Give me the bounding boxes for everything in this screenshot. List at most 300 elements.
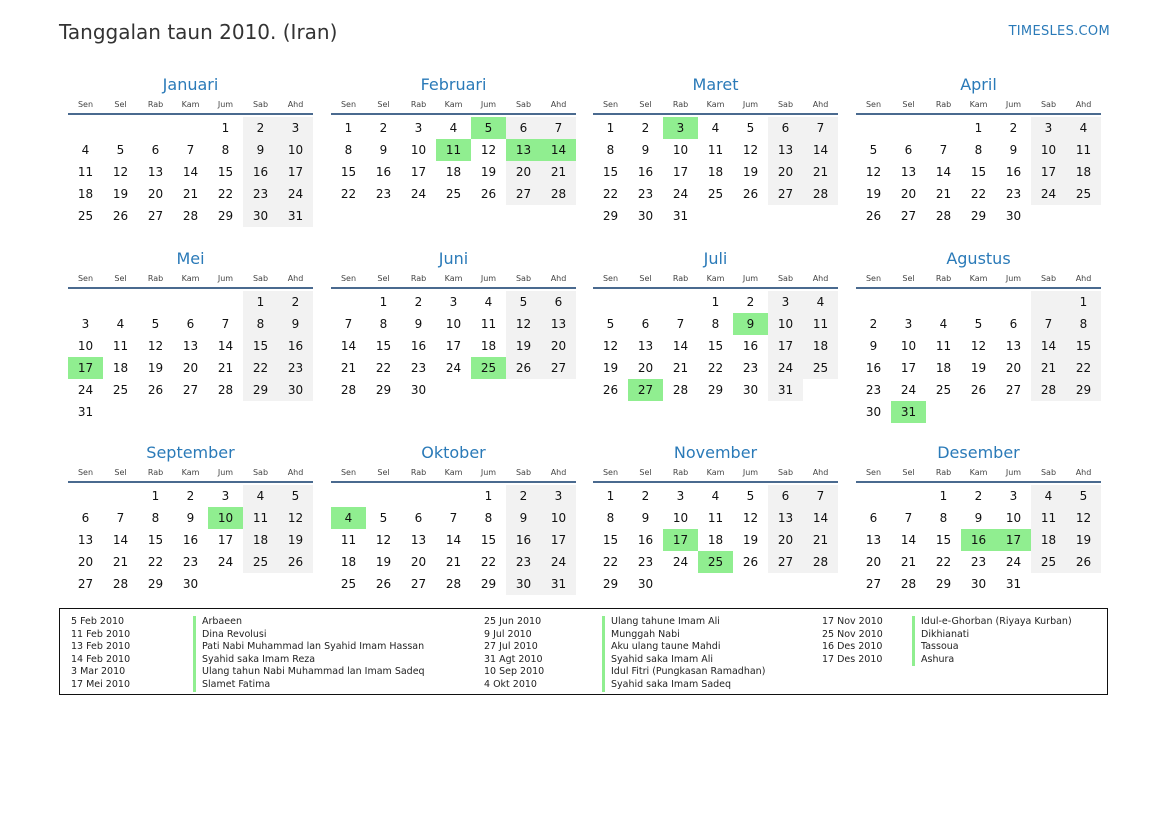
day-cell: 16 [1005,165,1022,179]
legend-date: 9 Jul 2010 [484,628,532,640]
day-cell: 29 [935,577,952,591]
day-cell: 3 [221,489,230,503]
day-cell: 21 [935,187,952,201]
day-cell: 29 [217,209,234,223]
weekday-label: Sel [639,468,652,477]
day-cell: 12 [742,511,759,525]
day-cell: 26 [278,551,313,573]
day-cell: 7 [1031,313,1066,335]
day-cell: 29 [970,209,987,223]
day-cell: 31 [278,205,313,227]
weekday-label: Sen [865,274,882,283]
weekday-label: Jum [217,468,234,477]
day-cell: 27 [147,209,164,223]
day-cell: 12 [742,143,759,157]
day-cell: 28 [900,577,917,591]
weekday-label: Jum [1005,468,1022,477]
day-cell-holiday: 3 [663,117,698,139]
day-cell: 6 [506,117,541,139]
day-cell: 20 [77,555,94,569]
day-cell: 4 [81,143,90,157]
day-cell: 1 [974,121,983,135]
weekday-label: Sen [865,100,882,109]
legend-holiday-name: Syahid saka Imam Reza [193,654,425,667]
month-name: Juli [703,249,728,268]
day-cell: 28 [182,209,199,223]
weekday-label: Sel [639,274,652,283]
day-cell: 8 [606,143,615,157]
day-cell: 7 [186,143,195,157]
day-cell: 30 [865,405,882,419]
legend-date: 17 Nov 2010 [822,616,883,627]
day-cell: 20 [147,187,164,201]
day-cell: 5 [746,489,755,503]
day-cell: 25 [243,551,278,573]
weekday-label: Sel [902,100,915,109]
day-cell: 16 [637,165,654,179]
day-cell: 23 [243,183,278,205]
day-blank [103,117,138,139]
day-cell: 20 [506,161,541,183]
day-blank [593,291,628,313]
day-grid [856,291,1101,423]
day-cell-holiday: 31 [891,401,926,423]
day-cell: 22 [602,555,619,569]
weekday-label: Rab [672,100,689,109]
day-cell: 1 [711,295,720,309]
weekday-label: Sab [777,100,794,109]
day-cell: 16 [865,361,882,375]
weekday-label: Ahd [550,274,567,283]
day-cell: 8 [243,313,278,335]
day-cell: 28 [803,551,838,573]
day-cell: 13 [77,533,94,547]
day-grid [331,117,576,205]
day-cell: 13 [768,507,803,529]
day-cell: 6 [541,291,576,313]
day-cell: 21 [182,187,199,201]
day-cell: 10 [410,143,427,157]
day-cell: 9 [243,139,278,161]
page-title: Tanggalan taun 2010. (Iran) [59,20,338,44]
weekday-label: Ahd [550,468,567,477]
weekday-label: Sen [77,100,94,109]
day-cell: 20 [900,187,917,201]
day-cell: 10 [541,507,576,529]
month-oktober [331,443,576,595]
month-name: Oktober [421,443,486,462]
day-cell: 19 [1066,529,1101,551]
day-cell: 26 [742,555,759,569]
day-cell: 27 [77,577,94,591]
day-cell: 19 [112,187,129,201]
day-cell: 23 [1005,187,1022,201]
day-cell: 23 [742,361,759,375]
weekday-label: Rab [410,100,427,109]
day-cell: 9 [278,313,313,335]
day-cell: 1 [939,489,948,503]
legend-date: 31 Agt 2010 [484,653,543,665]
day-cell: 24 [278,183,313,205]
weekday-label: Rab [935,468,952,477]
day-blank [891,485,926,507]
weekday-label: Sen [865,468,882,477]
day-cell: 28 [803,183,838,205]
day-cell: 26 [742,187,759,201]
day-cell: 12 [375,533,392,547]
day-cell: 18 [445,165,462,179]
day-cell: 17 [541,529,576,551]
day-cell: 30 [637,209,654,223]
weekday-label: Sel [902,468,915,477]
weekday-label: Sen [340,468,357,477]
day-cell: 4 [484,295,493,309]
day-cell: 1 [1066,291,1101,313]
day-cell: 6 [869,511,878,525]
day-cell: 23 [278,357,313,379]
legend-holiday-name: Munggah Nabi [602,629,765,642]
day-cell: 14 [935,165,952,179]
legend-dates-col-3 [822,616,883,666]
day-cell: 13 [410,533,427,547]
legend-date: 17 Des 2010 [822,653,883,665]
day-cell: 21 [900,555,917,569]
site-link[interactable]: TIMESLES.COM [1008,24,1110,39]
day-cell: 12 [278,507,313,529]
day-cell: 25 [1031,551,1066,573]
day-cell: 18 [803,335,838,357]
day-cell: 4 [1031,485,1066,507]
day-cell: 18 [1066,161,1101,183]
day-cell: 21 [112,555,129,569]
day-cell: 26 [970,383,987,397]
day-cell: 24 [1005,555,1022,569]
day-cell: 23 [970,555,987,569]
day-blank [891,117,926,139]
month-juli [593,249,838,401]
day-cell: 29 [602,577,619,591]
day-cell: 15 [1066,335,1101,357]
legend-date: 27 Jul 2010 [484,641,538,653]
day-cell: 1 [484,489,493,503]
day-cell: 11 [707,511,724,525]
weekday-label: Kam [181,468,200,477]
day-cell: 12 [112,165,129,179]
day-cell: 5 [506,291,541,313]
day-cell: 6 [904,143,913,157]
day-cell: 6 [186,317,195,331]
day-cell: 10 [445,317,462,331]
day-cell: 9 [186,511,195,525]
day-cell: 13 [768,139,803,161]
day-cell: 30 [243,205,278,227]
day-cell: 8 [606,511,615,525]
day-cell-holiday: 17 [996,529,1031,551]
day-cell: 30 [742,383,759,397]
day-cell-holiday: 16 [961,529,996,551]
month-name: Januari [162,75,219,94]
day-cell: 17 [445,339,462,353]
day-cell: 23 [637,187,654,201]
month-desember [856,443,1101,595]
day-cell: 9 [974,511,983,525]
weekday-label: Kam [444,274,463,283]
day-cell: 15 [480,533,497,547]
day-cell: 22 [243,357,278,379]
day-cell: 2 [641,489,650,503]
day-cell: 1 [606,489,615,503]
legend-date: 10 Sep 2010 [484,666,545,678]
day-cell: 17 [900,361,917,375]
day-cell: 8 [1066,313,1101,335]
day-blank [856,291,891,313]
day-cell: 22 [602,187,619,201]
day-cell: 25 [803,357,838,379]
day-cell: 24 [77,383,94,397]
day-cell: 1 [606,121,615,135]
day-cell: 31 [1005,577,1022,591]
day-cell: 28 [672,383,689,397]
day-cell: 14 [445,533,462,547]
day-cell: 23 [375,187,392,201]
weekday-label: Jum [480,274,497,283]
day-blank [173,117,208,139]
day-cell: 3 [81,317,90,331]
day-cell: 18 [935,361,952,375]
legend-dates-col-2 [484,616,544,692]
weekday-label: Kam [706,100,725,109]
day-cell: 24 [217,555,234,569]
day-cell: 8 [379,317,388,331]
day-cell: 10 [672,143,689,157]
weekday-label: Rab [410,274,427,283]
legend-date: 5 Feb 2010 [71,616,125,627]
day-cell: 27 [182,383,199,397]
day-cell: 30 [182,577,199,591]
day-cell: 14 [340,339,357,353]
day-cell: 28 [1031,379,1066,401]
weekday-header [593,465,838,483]
day-cell: 11 [1031,507,1066,529]
day-blank [961,291,996,313]
weekday-header [331,97,576,115]
day-cell: 11 [1066,139,1101,161]
day-cell: 27 [506,183,541,205]
weekday-label: Jum [1005,274,1022,283]
day-cell: 15 [243,335,278,357]
day-cell: 6 [1009,317,1018,331]
legend-names-col-3 [912,616,1072,666]
day-cell: 5 [869,143,878,157]
day-cell: 5 [151,317,160,331]
weekday-label: Jum [742,468,759,477]
month-name: April [960,75,997,94]
weekday-label: Rab [935,100,952,109]
weekday-header [68,465,313,483]
weekday-label: Ahd [1075,468,1092,477]
day-cell: 7 [449,511,458,525]
day-cell: 19 [375,555,392,569]
day-cell: 24 [768,357,803,379]
day-cell: 15 [707,339,724,353]
day-cell: 6 [414,511,423,525]
month-september [68,443,313,595]
day-cell: 14 [112,533,129,547]
day-blank [173,291,208,313]
day-cell-holiday: 25 [471,357,506,379]
day-cell: 3 [1031,117,1066,139]
month-agustus [856,249,1101,423]
day-cell: 20 [541,335,576,357]
day-cell: 29 [243,379,278,401]
day-cell-holiday: 9 [733,313,768,335]
day-cell: 2 [243,117,278,139]
day-cell: 9 [506,507,541,529]
day-cell: 28 [340,383,357,397]
day-cell: 14 [900,533,917,547]
weekday-label: Ahd [1075,100,1092,109]
weekday-label: Rab [410,468,427,477]
day-cell: 9 [379,143,388,157]
day-cell: 5 [116,143,125,157]
day-cell: 9 [1009,143,1018,157]
day-cell: 16 [506,529,541,551]
day-cell: 20 [637,361,654,375]
legend-holiday-name: Pati Nabi Muhammad lan Syahid Imam Hassan [193,641,425,654]
weekday-header [856,97,1101,115]
day-cell: 23 [182,555,199,569]
weekday-label: Ahd [812,468,829,477]
day-cell: 11 [707,143,724,157]
day-cell: 16 [410,339,427,353]
day-cell: 12 [506,313,541,335]
month-name: Maret [692,75,739,94]
day-cell: 24 [541,551,576,573]
day-cell: 26 [865,209,882,223]
day-grid [593,485,838,595]
day-cell: 8 [939,511,948,525]
day-cell: 3 [768,291,803,313]
day-cell: 4 [449,121,458,135]
weekday-label: Jum [742,100,759,109]
day-cell: 6 [768,485,803,507]
month-mei [68,249,313,423]
day-cell: 7 [116,511,125,525]
weekday-label: Sel [377,100,390,109]
day-cell: 15 [935,533,952,547]
legend-date: 25 Nov 2010 [822,628,883,640]
day-cell: 28 [217,383,234,397]
legend-names-col-2 [602,616,765,692]
day-cell: 17 [1031,161,1066,183]
day-cell: 27 [768,183,803,205]
weekday-label: Rab [672,468,689,477]
day-cell: 10 [672,511,689,525]
day-cell: 24 [445,361,462,375]
day-cell: 31 [77,405,94,419]
day-cell: 20 [182,361,199,375]
day-cell: 16 [637,533,654,547]
legend-date: 13 Feb 2010 [71,641,131,653]
day-cell: 3 [676,489,685,503]
day-cell: 22 [217,187,234,201]
legend-holiday-name: Ulang tahune Imam Ali [602,616,765,629]
day-cell: 19 [480,165,497,179]
day-cell: 10 [900,339,917,353]
day-cell: 10 [77,339,94,353]
day-cell: 7 [221,317,230,331]
day-cell-holiday: 17 [68,357,103,379]
day-cell: 25 [935,383,952,397]
day-cell: 13 [865,533,882,547]
day-cell: 9 [641,511,650,525]
weekday-label: Sel [377,274,390,283]
day-cell: 27 [1005,383,1022,397]
month-januari [68,75,313,227]
legend-holiday-name: Arbaeen [193,616,425,629]
day-blank [996,291,1031,313]
legend-date: 14 Feb 2010 [71,653,131,665]
legend-holiday-name: Slamet Fatima [193,679,425,692]
day-cell: 30 [410,383,427,397]
day-cell: 30 [1005,209,1022,223]
day-cell: 25 [340,577,357,591]
day-cell: 22 [707,361,724,375]
day-cell: 1 [243,291,278,313]
day-cell: 12 [480,143,497,157]
weekday-label: Sab [515,100,532,109]
day-cell: 14 [182,165,199,179]
day-cell: 2 [278,291,313,313]
day-cell: 29 [707,383,724,397]
day-cell: 11 [803,313,838,335]
day-cell: 15 [970,165,987,179]
day-cell: 31 [768,379,803,401]
day-cell: 8 [221,143,230,157]
month-juni [331,249,576,401]
day-cell: 15 [217,165,234,179]
day-grid [331,485,576,595]
month-april [856,75,1101,227]
day-cell: 19 [865,187,882,201]
day-cell: 7 [344,317,353,331]
day-blank [628,291,663,313]
day-cell: 26 [602,383,619,397]
month-name: Agustus [946,249,1011,268]
day-cell: 26 [375,577,392,591]
day-cell: 12 [970,339,987,353]
day-cell: 24 [900,383,917,397]
day-cell: 29 [1066,379,1101,401]
day-cell: 17 [768,335,803,357]
day-cell: 14 [1031,335,1066,357]
day-cell: 2 [186,489,195,503]
day-cell: 1 [344,121,353,135]
day-grid [68,485,313,595]
day-blank [663,291,698,313]
day-cell: 29 [375,383,392,397]
day-cell: 3 [904,317,913,331]
day-blank [138,291,173,313]
day-cell: 29 [147,577,164,591]
day-cell-holiday: 14 [541,139,576,161]
day-cell: 19 [506,335,541,357]
day-cell: 25 [112,383,129,397]
weekday-label: Sab [1040,274,1057,283]
day-cell: 23 [410,361,427,375]
month-name: Mei [176,249,205,268]
weekday-label: Sen [602,468,619,477]
